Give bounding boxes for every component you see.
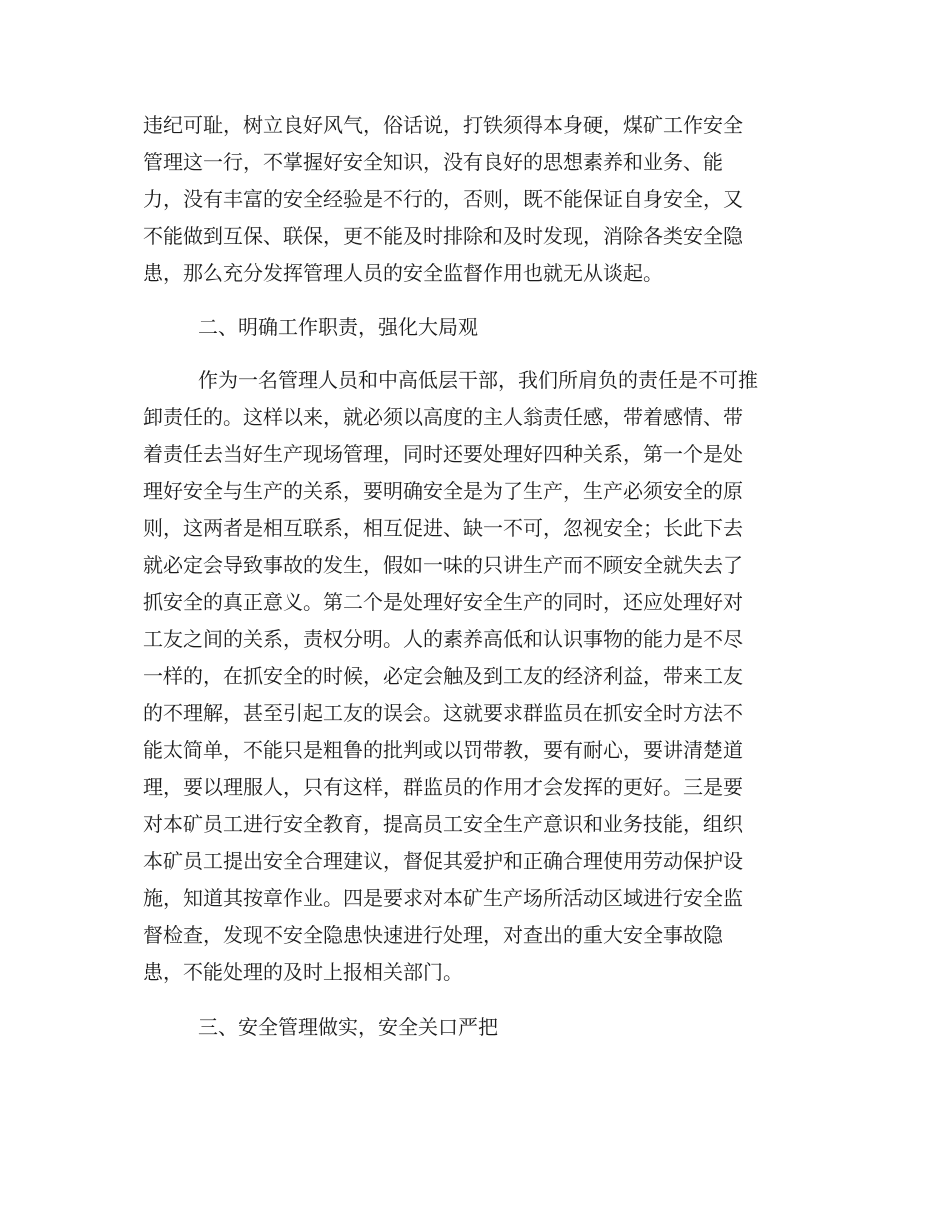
paragraph-line: 一样的，在抓安全的时候，必定会触及到工友的经济利益，带来工友 — [143, 664, 743, 688]
paragraph-line: 理，要以理服人，只有这样，群监员的作用才会发挥的更好。三是要 — [143, 775, 743, 799]
paragraph-line: 工友之间的关系，责权分明。人的素养高低和认识事物的能力是不尽 — [143, 627, 743, 651]
paragraph-line: 违纪可耻，树立良好风气，俗话说，打铁须得本身硬，煤矿工作安全 — [143, 113, 743, 137]
paragraph-line: 力，没有丰富的安全经验是不行的，否则，既不能保证自身安全，又 — [143, 187, 743, 211]
paragraph-line: 则，这两者是相互联系，相互促进、缺一不可，忽视安全；长此下去 — [143, 516, 743, 540]
paragraph-line: 的不理解，甚至引起工友的误会。这就要求群监员在抓安全时方法不 — [143, 701, 743, 725]
paragraph-line: 理好安全与生产的关系，要明确安全是为了生产，生产必须安全的原 — [143, 479, 743, 503]
paragraph-line: 着责任去当好生产现场管理，同时还要处理好四种关系，第一个是处 — [143, 442, 743, 466]
paragraph-line: 对本矿员工进行安全教育，提高员工安全生产意识和业务技能，组织 — [143, 812, 743, 836]
section-heading-3: 三、安全管理做实，安全关口严把 — [198, 1015, 498, 1039]
paragraph-2 — [143, 362, 813, 991]
paragraph-line: 本矿员工提出安全合理建议，督促其爱护和正确合理使用劳动保护设 — [143, 849, 743, 873]
paragraph-line: 督检查，发现不安全隐患快速进行处理，对查出的重大安全事故隐 — [143, 923, 723, 947]
paragraph-line: 能太简单，不能只是粗鲁的批判或以罚带教，要有耐心，要讲清楚道 — [143, 738, 743, 762]
paragraph-line: 患，不能处理的及时上报相关部门。 — [143, 960, 463, 984]
paragraph-line: 施，知道其按章作业。四是要求对本矿生产场所活动区域进行安全监 — [143, 886, 743, 910]
paragraph-line: 不能做到互保、联保，更不能及时排除和及时发现，消除各类安全隐 — [143, 224, 743, 248]
paragraph-line: 作为一名管理人员和中高低层干部，我们所肩负的责任是不可推 — [198, 368, 758, 392]
paragraph-line: 管理这一行，不掌握好安全知识，没有良好的思想素养和业务、能 — [143, 150, 723, 174]
paragraph-line: 抓安全的真正意义。第二个是处理好安全生产的同时，还应处理好对 — [143, 590, 743, 614]
paragraph-line: 卸责任的。这样以来，就必须以高度的主人翁责任感，带着感情、带 — [143, 405, 743, 429]
paragraph-line: 患，那么充分发挥管理人员的安全监督作用也就无从谈起。 — [143, 261, 663, 285]
section-heading-2: 二、明确工作职责，强化大局观 — [198, 315, 478, 339]
paragraph-line: 就必定会导致事故的发生，假如一味的只讲生产而不顾安全就失去了 — [143, 553, 743, 577]
paragraph-1 — [143, 107, 813, 292]
